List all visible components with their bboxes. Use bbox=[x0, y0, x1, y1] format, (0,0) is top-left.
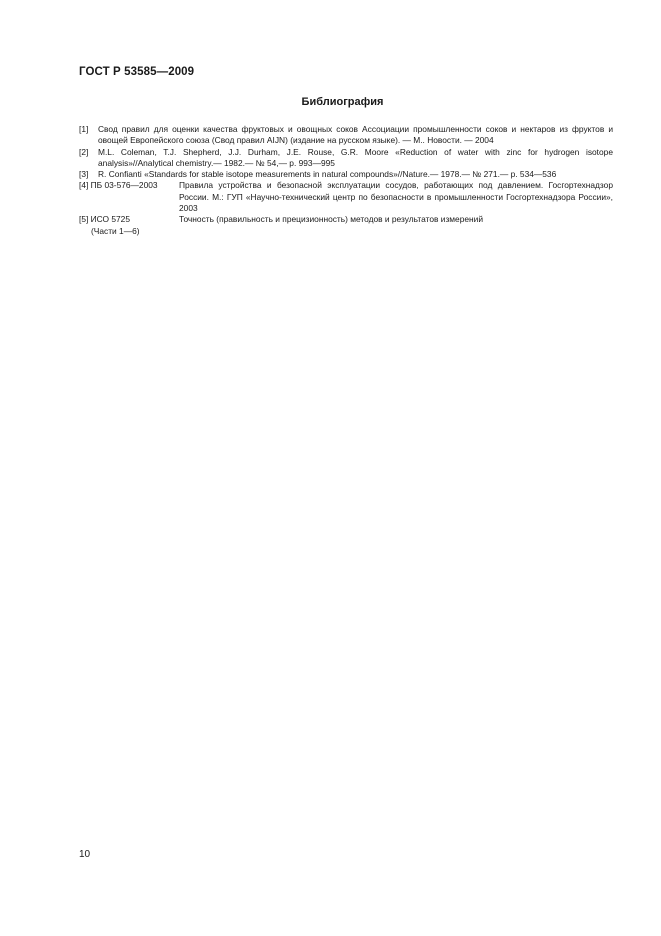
entry-text: Свод правил для оценки качества фруктовых и овощных соков Ассоциации промышленности соков и нектаров из фруктов и овощей Европейского союза (Свод правил AIJN) (издание на русском языке). — М.. Новости. — 2004 bbox=[98, 124, 613, 146]
entry-number: [3] bbox=[79, 169, 89, 180]
bibliography-entry-1 bbox=[79, 124, 613, 147]
bibliography-list bbox=[79, 124, 613, 237]
bibliography-entry-5 bbox=[79, 214, 613, 237]
bibliography-entry-2 bbox=[79, 147, 613, 170]
entry-text: Точность (правильность и прецизионность) методов и результатов измерений bbox=[179, 214, 483, 225]
entry-number: [2] bbox=[79, 146, 89, 157]
entry-number: [1] bbox=[79, 124, 89, 134]
bibliography-entry-4 bbox=[79, 180, 613, 214]
entry-text: M.L. Coleman, T.J. Shepherd, J.J. Durham, J.E. Rouse, G.R. Moore «Reduction of water with zinc for hydrogen isotope analysis»//Analytical chemistry.— 1982.— № 54,— p. 993—995 bbox=[98, 146, 613, 168]
document-code: ГОСТ Р 53585—2009 bbox=[79, 66, 195, 78]
entry-number: [5] ИСО 5725 bbox=[79, 214, 130, 225]
section-title: Библиография bbox=[301, 96, 384, 108]
bibliography-entry-3 bbox=[79, 169, 613, 180]
entry-number-block bbox=[79, 214, 179, 237]
entry-text: Правила устройства и безопасной эксплуатации сосудов, работающих под давлением. Госгортехнадзор России. М.: ГУП «Научно-технический центр по безопасности в промышленности Госгортехнадзора России», 2003 bbox=[179, 180, 613, 214]
entry-number-parts: (Части 1—6) bbox=[91, 225, 140, 236]
page-number: 10 bbox=[79, 849, 91, 860]
entry-number: [4] ПБ 03-576—2003 bbox=[79, 180, 158, 191]
entry-text: R. Confianti «Standards for stable isotope measurements in natural compounds»//Nature.— 1978.— № 271.— p. 534—536 bbox=[98, 169, 557, 180]
